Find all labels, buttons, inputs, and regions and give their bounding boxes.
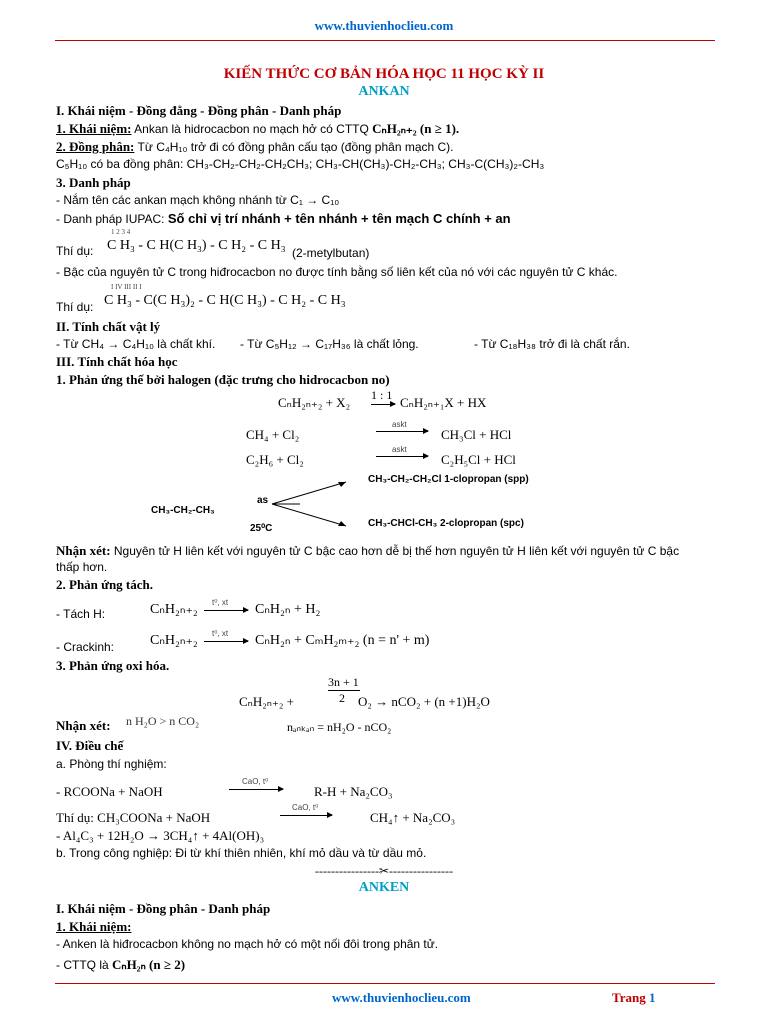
example-1-name: (2-metylbutan) — [292, 246, 370, 260]
note-1 — [56, 543, 679, 559]
heading-1: I. Khái niệm - Đồng đẳng - Đồng phân - Danh pháp — [56, 103, 342, 118]
heading-3: III. Tính chất hóa học — [56, 354, 178, 369]
reaction-c2h6-left: C₂H₆ + Cl₂ — [246, 452, 304, 467]
note-2-inequality: n H₂O > n CO₂ — [126, 714, 200, 728]
propane-cond-as: as — [257, 495, 269, 506]
phys-liquid: - Từ C₅H₁₂ → C₁₇H₃₆ là chất lỏng. — [240, 337, 419, 351]
danhphap-heading: 3. Danh pháp — [56, 175, 131, 190]
heading-2: II. Tính chất vật lý — [56, 319, 161, 334]
lab-prep-label: a. Phòng thí nghiệm: — [56, 757, 167, 771]
header-site-link[interactable]: www.thuvienhoclieu.com — [314, 18, 454, 33]
note-2-equation: nₐₙₖₐₙ = nH₂O - nCO₂ — [287, 720, 392, 734]
dongphan-label: 2. Đồng phân: — [56, 139, 135, 154]
heading-4: IV. Điều chế — [56, 738, 124, 753]
anken-khainiem: 1. Khái niệm: — [56, 919, 132, 934]
prep-2-right: CH₄↑ + Na₂CO₃ — [370, 810, 456, 825]
section-divider: ----------------✂---------------- — [315, 864, 453, 878]
note-1-label: Nhận xét: — [56, 543, 111, 558]
dehydro-arrow — [204, 610, 248, 611]
anken-cttq-label: - CTTQ là — [56, 958, 112, 972]
reaction-2-title: 2. Phản ứng tách. — [56, 577, 154, 592]
dehydro-label: - Tách H: — [56, 607, 106, 621]
oxidation-right: O₂ → nCO₂ + (n +1)H₂O — [358, 694, 490, 709]
reaction-ch4-left: CH₄ + Cl₂ — [246, 427, 300, 442]
phys-solid: - Từ C₁₈H₃₈ trở đi là chất rắn. — [474, 337, 630, 351]
prep-3: - Al₄C₃ + 12H₂O → 3CH₄↑ + 4Al(OH)₃ — [56, 828, 265, 843]
iupac-label: - Danh pháp IUPAC: — [56, 212, 168, 226]
prep-1-arrow — [229, 789, 283, 790]
dongphan-line — [56, 139, 454, 155]
c5-isomers: C₅H₁₀ có ba đồng phân: CH₃-CH₂-CH₂-CH₂CH₃; CH₃-CH(CH₃)-CH₂-CH₃; CH₃-C(CH₃)₂-CH₃ — [56, 157, 545, 171]
branch-arrows — [270, 478, 350, 530]
reaction-ch4-right: CH₃Cl + HCl — [441, 427, 512, 442]
khainiem-text: Ankan là hidrocacbon no mạch hở có CTTQ — [131, 122, 373, 136]
dehydro-left: CₙH₂ₙ₊₂ — [150, 602, 198, 617]
anken-heading-1: I. Khái niệm - Đồng phân - Danh pháp — [56, 901, 271, 916]
dehydro-right: CₙH₂ₙ + H₂ — [255, 602, 321, 617]
oxidation-frac-top: 3n + 1 — [328, 675, 359, 689]
prep-2-cond: CaO, t⁰ — [292, 803, 319, 812]
anken-cttq-formula: CₙH₂ₙ (n ≥ 2) — [112, 957, 186, 972]
reaction-c2h6-right: C₂H₅Cl + HCl — [441, 452, 516, 467]
general-arrow — [371, 404, 395, 405]
cracking-label: - Crackinh: — [56, 640, 115, 654]
general-reaction-right: CₙH₂ₙ₊₁X + HX — [400, 395, 487, 410]
oxidation-frac-bottom: 2 — [339, 691, 345, 705]
reaction-1-title: 1. Phản ứng thế bởi halogen (đặc trưng cho hidrocacbon no) — [56, 372, 390, 387]
oxidation-left: CₙH₂ₙ₊₂ + — [239, 694, 294, 709]
example-1-label: Thí dụ: — [56, 244, 94, 258]
general-reaction-left: CₙH₂ₙ₊₂ + X₂ — [278, 395, 351, 410]
note-2-label: Nhận xét: — [56, 718, 111, 733]
reaction-ch4-arrow — [376, 431, 428, 432]
phys-gas: - Từ CH₄ → C₄H₁₀ là chất khí. — [56, 337, 216, 351]
footer-divider — [55, 983, 715, 984]
dongphan-text: Từ C₄H₁₀ trở đi có đồng phân cấu tạo (đồng phân mạch C). — [134, 140, 454, 154]
example-2-label: Thí dụ: — [56, 300, 94, 314]
cracking-right: CₙH₂ₙ + CₘH₂ₘ₊₂ (n = n' + m) — [255, 633, 430, 648]
section-ankan-title: ANKAN — [358, 84, 410, 99]
cracking-cond: t⁰, xt — [212, 629, 229, 638]
prep-1-right: R-H + Na₂CO₃ — [314, 784, 393, 799]
khainiem-line — [56, 121, 459, 137]
document-title: KIẾN THỨC CƠ BẢN HÓA HỌC 11 HỌC KỲ II — [223, 66, 545, 82]
example-1-numbers: 1 2 3 4 — [111, 228, 131, 236]
reaction-c2h6-arrow — [376, 456, 428, 457]
reaction-c2h6-cond: askt — [392, 445, 407, 454]
anken-definition: - Anken là hiđrocacbon không no mạch hở có một nối đôi trong phân tử. — [56, 937, 439, 951]
example-1-formula: C H₃ - C H(C H₃) - C H₂ - C H₃ — [107, 238, 286, 253]
header-divider — [55, 40, 715, 41]
reaction-3-title: 3. Phản ứng oxi hóa. — [56, 658, 170, 673]
anken-cttq — [56, 957, 185, 973]
iupac-rule: Số chỉ vị trí nhánh + tên nhánh + tên mạch C chính + an — [167, 211, 511, 226]
prep-1-left: - RCOONa + NaOH — [56, 784, 163, 799]
propane-cond-temp: 25⁰C — [250, 523, 273, 534]
propane: CH₃-CH₂-CH₃ — [151, 505, 215, 516]
example-2-numbers: I IV III II I — [111, 283, 142, 291]
note-1-text-cont: thấp hơn. — [56, 560, 108, 574]
footer-page-label: Trang — [612, 990, 646, 1005]
industrial-prep: b. Trong công nghiệp: Đi từ khí thiên nhiên, khí mỏ dầu và từ dầu mỏ. — [56, 846, 427, 860]
product-2-clopropan: CH₃-CHCl-CH₃ 2-clopropan (spc) — [368, 518, 524, 529]
dehydro-cond: t⁰, xt — [212, 598, 229, 607]
general-ratio: 1 : 1 — [371, 388, 393, 402]
bac-carbon-text: - Bậc của nguyên tử C trong hiđrocacbon no được tính bằng số liên kết của nó với các nguyên tử C khác. — [56, 265, 618, 279]
example-2-formula: C H₃ - C(C H₃)₂ - C H(C H₃) - C H₂ - C H₃ — [104, 293, 346, 308]
khainiem-formula: CₙH₂ₙ₊₂ (n ≥ 1). — [372, 121, 460, 136]
footer-page-num: 1 — [648, 990, 656, 1005]
reaction-ch4-cond: askt — [392, 420, 407, 429]
footer-site-link[interactable]: www.thuvienhoclieu.com — [332, 990, 471, 1005]
danhphap-line-2 — [56, 211, 511, 227]
danhphap-line-1: - Nắm tên các ankan mạch không nhánh từ C₁ → C₁₀ — [56, 193, 340, 207]
khainiem-label: 1. Khái niệm: — [56, 121, 132, 136]
prep-2-arrow — [280, 815, 332, 816]
cracking-left: CₙH₂ₙ₊₂ — [150, 633, 198, 648]
prep-2-left: Thí dụ: CH₃COONa + NaOH — [56, 810, 211, 825]
cracking-arrow — [204, 641, 248, 642]
section-anken-title: ANKEN — [358, 880, 410, 895]
prep-1-cond: CaO, t⁰ — [242, 777, 269, 786]
note-1-text: Nguyên tử H liên kết với nguyên tử C bậc cao hơn dễ bị thế hơn nguyên tử H liên kết với nguyên tử C bậc — [110, 544, 680, 558]
product-1-clopropan: CH₃-CH₂-CH₂Cl 1-clopropan (spp) — [368, 474, 529, 485]
footer-page-number — [612, 990, 655, 1006]
